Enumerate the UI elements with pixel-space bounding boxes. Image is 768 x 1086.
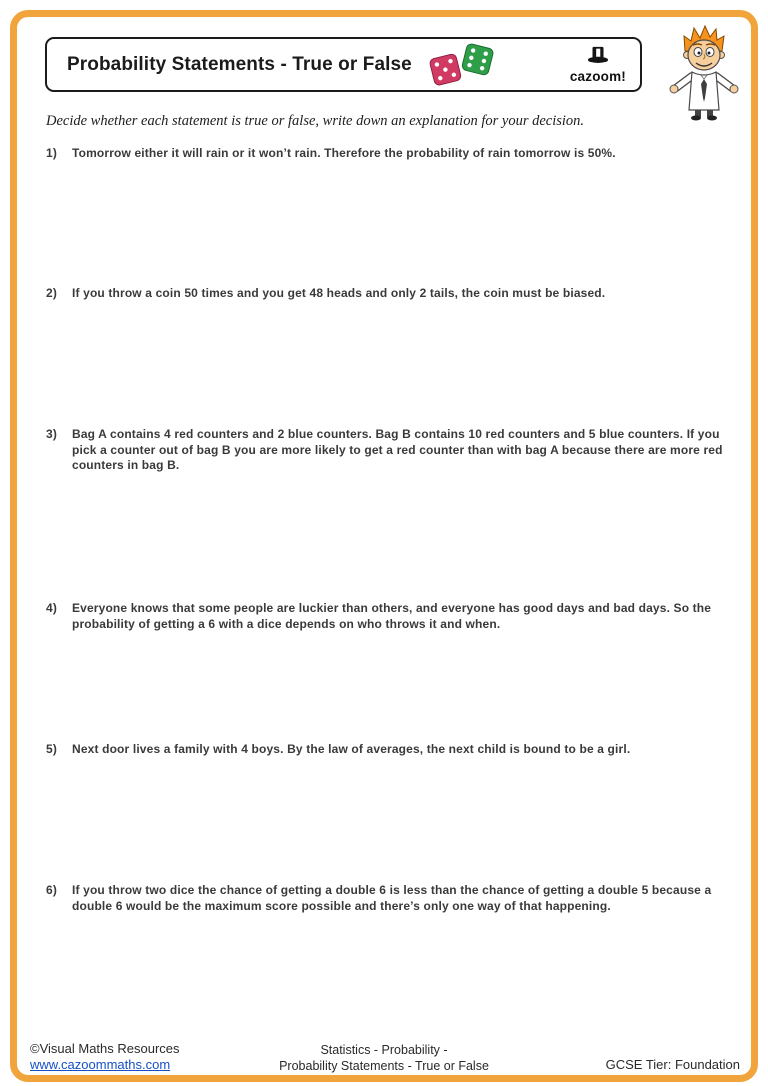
question-6-number: 6) — [46, 883, 57, 897]
footer-category: Statistics - Probability - — [320, 1043, 448, 1057]
question-4-number: 4) — [46, 601, 57, 615]
footer-center — [184, 1042, 584, 1074]
question-3-number: 3) — [46, 427, 57, 441]
question-6 — [46, 883, 738, 914]
page-title: Probability Statements - True or False — [67, 53, 412, 75]
top-hat-icon — [587, 45, 609, 72]
copyright-text: ©Visual Maths Resources — [30, 1041, 180, 1056]
question-1-text: Tomorrow either it will rain or it won’t rain. Therefore the probability of rain tomorrow is 50%. — [72, 146, 616, 160]
instruction-text: Decide whether each statement is true or false, write down an explanation for your decision. — [46, 113, 585, 129]
question-5-number: 5) — [46, 742, 57, 756]
footer-left — [30, 1041, 180, 1073]
question-4-text: Everyone knows that some people are luckier than others, and everyone has good days and bad days. So the probability of getting a 6 with a dice depends on who throws it and when. — [72, 601, 712, 631]
dice-icon — [424, 40, 500, 90]
question-1 — [46, 146, 738, 162]
cartoon-teacher-illustration — [664, 24, 744, 122]
question-5 — [46, 742, 738, 758]
question-2 — [46, 286, 738, 302]
footer-tier: GCSE Tier: Foundation — [605, 1057, 740, 1072]
page-border-frame — [10, 10, 758, 1082]
footer-worksheet-name: Probability Statements - True or False — [279, 1059, 489, 1073]
pink-die-icon — [429, 53, 462, 86]
cazoom-logo — [570, 45, 630, 84]
website-link[interactable]: www.cazoommaths.com — [30, 1057, 171, 1072]
logo-text: cazoom! — [569, 69, 626, 84]
worksheet-header — [45, 37, 642, 92]
question-5-text: Next door lives a family with 4 boys. By the law of averages, the next child is bound to be a girl. — [72, 742, 631, 756]
question-6-text: If you throw two dice the chance of getting a double 6 is less than the chance of getting a double 5 because a double 6 would be the maximum score possible and there’s only one way of that happening. — [72, 883, 712, 913]
question-4 — [46, 601, 738, 632]
green-die-icon — [461, 43, 494, 76]
question-1-number: 1) — [46, 146, 57, 160]
question-2-text: If you throw a coin 50 times and you get 48 heads and only 2 tails, the coin must be biased. — [72, 286, 606, 300]
question-3-text: Bag A contains 4 red counters and 2 blue counters. Bag B contains 10 red counters and 5 blue counters. If you pick a counter out of bag B you are more likely to get a red counter than with bag A because there are more red counters in bag B. — [72, 427, 723, 472]
question-2-number: 2) — [46, 286, 57, 300]
question-3 — [46, 427, 738, 474]
